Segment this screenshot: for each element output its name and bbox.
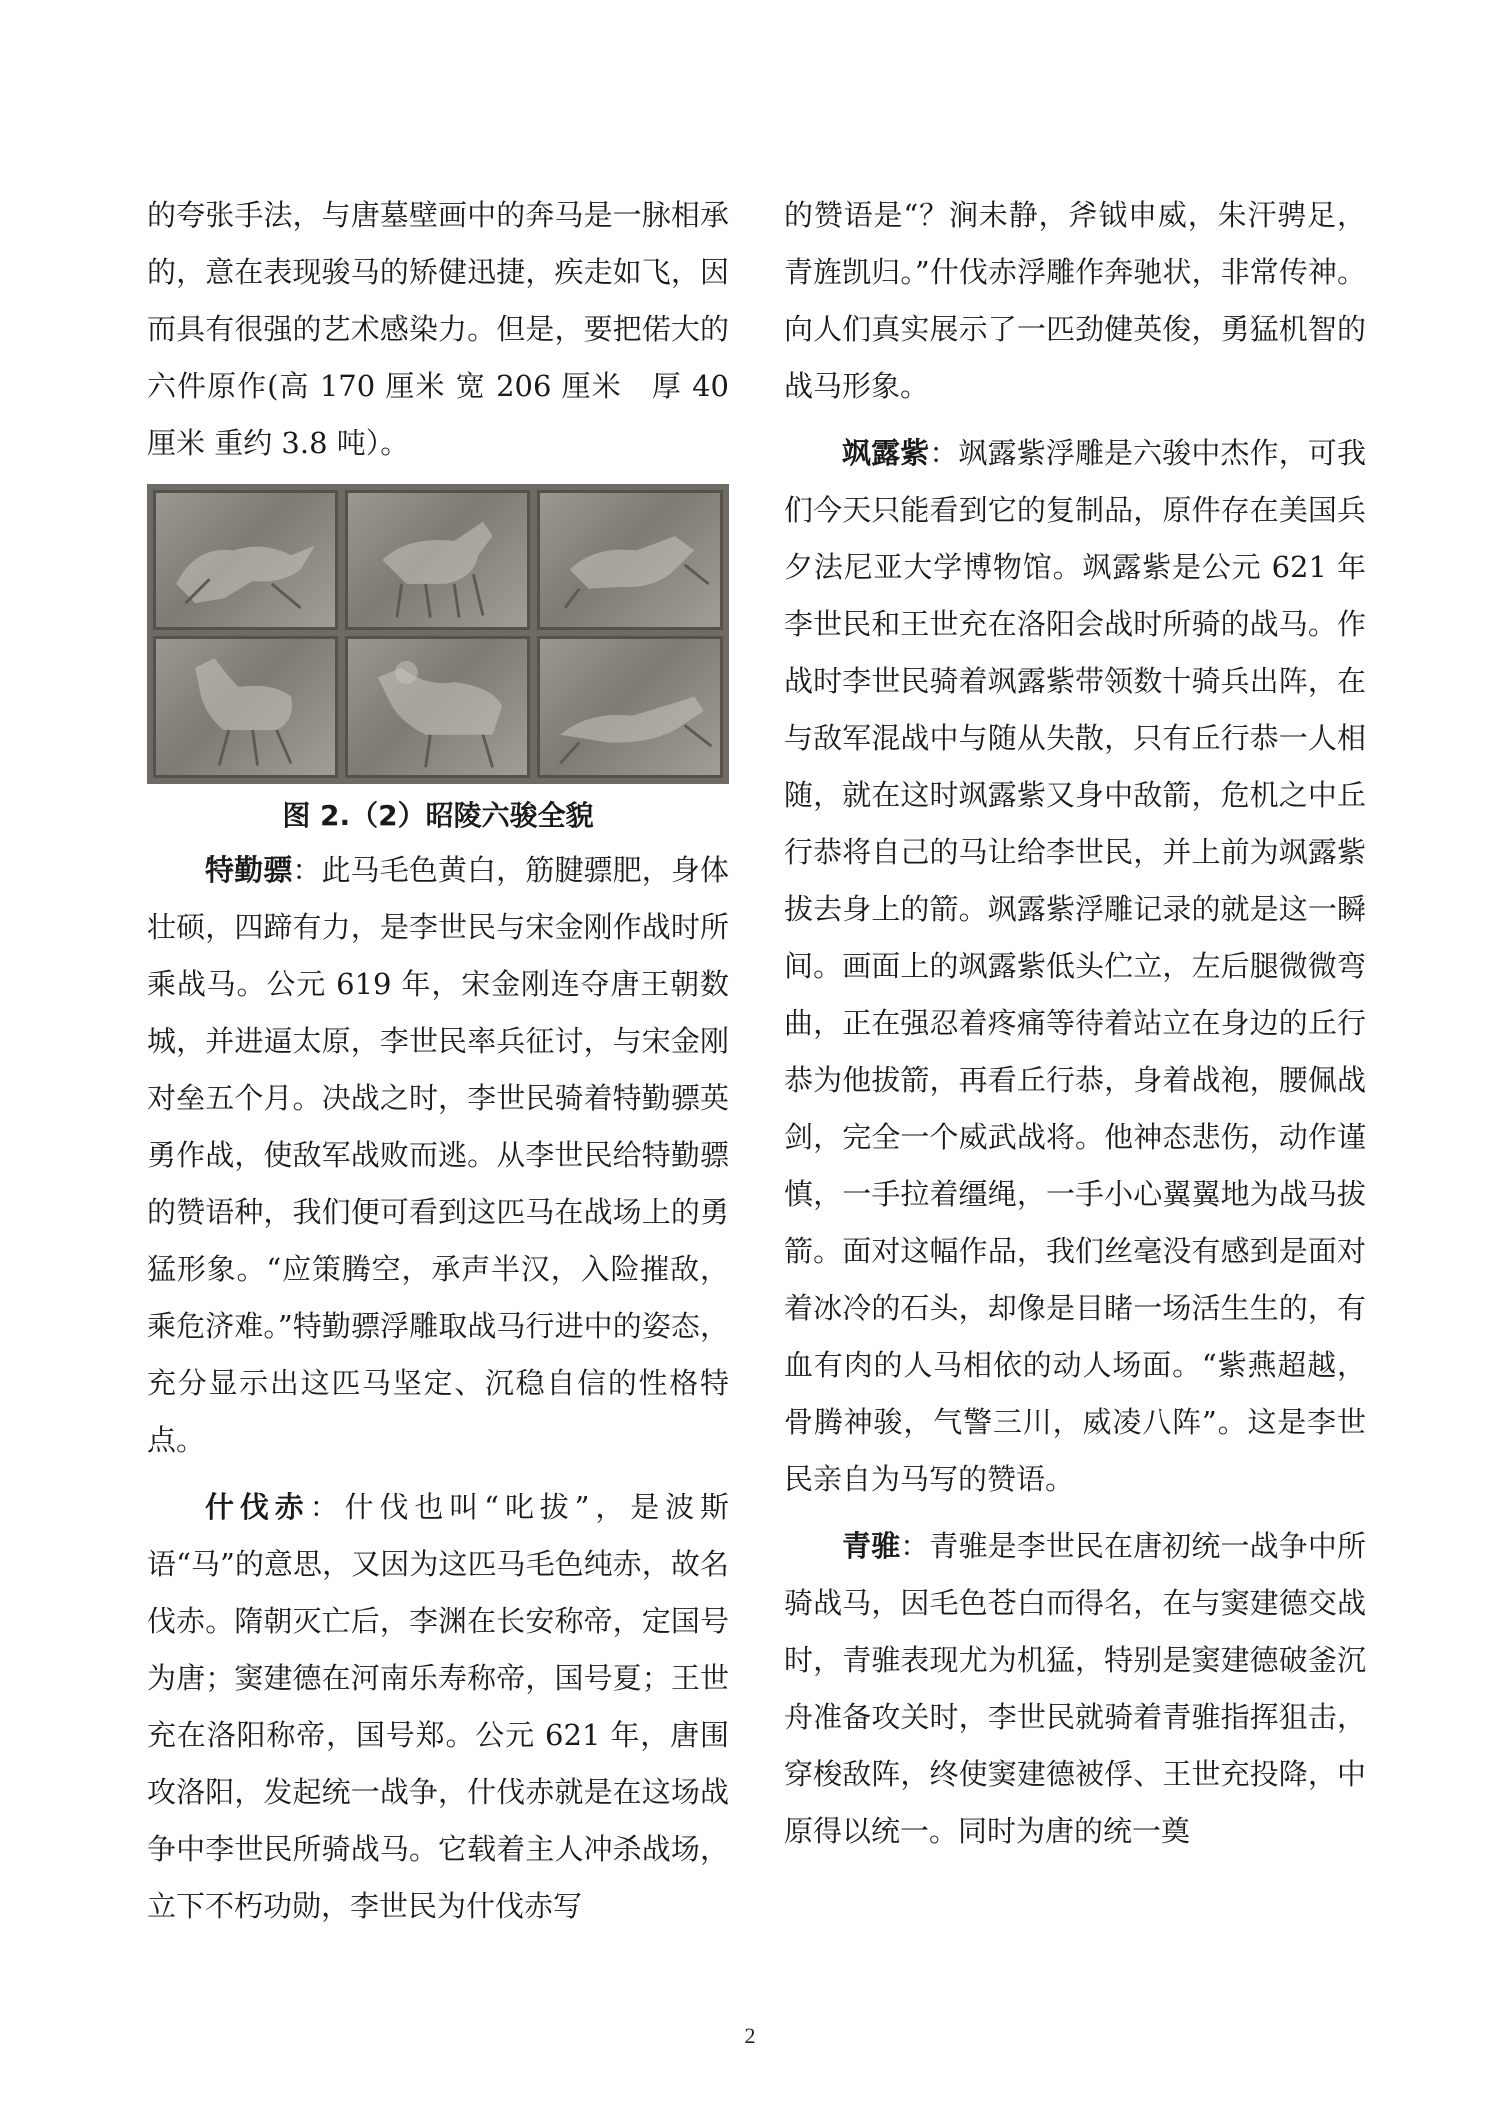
text-sfz: ：飒露紫浮雕是六骏中杰作，可我们今天只能看到它的复制品，原件存在美国兵夕法尼亚大学博物馆。飒露紫是公元 621 年李世民和王世充在洛阳会战时所骑的战马。作战时李世民骑着飒露紫带领数十骑兵出阵，在与敌军混战中与随从失散，只有丘行恭一人相随，就在这时飒露紫又身中敌箭，危机之中丘行恭将自己的马让给李世民，并上前为飒露紫拔去身上的箭。飒露紫浮雕记录的就是这一瞬间。画面上的飒露紫低头伫立，左后腿微微弯曲，正在强忍着疼痛等待着站立在身边的丘行恭为他拔箭，再看丘行恭，身着战袍，腰佩战剑，完全一个威武战将。他神态悲伤，动作谨慎，一手拉着缰绳，一手小心翼翼地为战马拔箭。面对这幅作品，我们丝毫没有感到是面对着冰冷的石头，却像是目睹一场活生生的，有血有肉的人马相依的动人场面。“紫燕超越，骨腾神骏，气警三川，威凌八阵”。这是李世民亲自为马写的赞语。 (784, 436, 1366, 1496)
relief-panel-3 (537, 490, 723, 630)
relief-panel-6 (537, 636, 723, 778)
right-column (784, 187, 1366, 1860)
term-sfz: 飒露紫 (842, 436, 930, 470)
term-sfc: 什伐赤 (205, 1490, 310, 1524)
relief-panel-2 (345, 490, 530, 630)
text-qz: ：青骓是李世民在唐初统一战争中所骑战马，因毛色苍白而得名，在与窦建德交战时，青骓表现尤为机猛，特别是窦建德破釜沉舟准备攻关时，李世民就骑着青骓指挥狙击，穿梭敌阵，终使窦建德被俘、王世充投降，中原得以统一。同时为唐的统一奠 (784, 1529, 1366, 1848)
relief-panel-1 (153, 490, 338, 630)
paragraph-continuation: 的夸张手法，与唐墓壁画中的奔马是一脉相承的，意在表现骏马的矫健迅捷，疾走如飞，因而具有很强的艺术感染力。但是，要把偌大的六件原作(高 170 厘米 宽 206 厘米 厚 40 厘米 重约 3.8 吨）。 (147, 198, 729, 460)
paragraph-sfc (147, 1479, 729, 1935)
paragraph-tqb (147, 842, 729, 1469)
text-sfc: ：什伐也叫“叱拔”，是波斯语“马”的意思，又因为这匹马毛色纯赤，故名伐赤。隋朝灭亡后，李渊在长安称帝，定国号为唐；窦建德在河南乐寿称帝，国号夏；王世充在洛阳称帝，国号郑。公元 621 年，唐围攻洛阳，发起统一战争，什伐赤就是在这场战争中李世民所骑战马。它载着主人冲杀战场，立下不朽功勋，李世民为什伐赤写 (147, 1490, 729, 1923)
six-steeds-figure (147, 484, 729, 784)
relief-panel-4 (153, 636, 338, 778)
relief-panel-5 (345, 636, 530, 778)
paragraph-qz (784, 1518, 1366, 1860)
left-column (147, 187, 729, 1935)
text-tqb: ：此马毛色黄白，筋腱骠肥，身体壮硕，四蹄有力，是李世民与宋金刚作战时所乘战马。公元 619 年，宋金刚连夺唐王朝数城，并进逼太原，李世民率兵征讨，与宋金刚对垒五个月。决战之时，李世民骑着特勤骠英勇作战，使敌军战败而逃。从李世民给特勤骠的赞语种，我们便可看到这匹马在战场上的勇猛形象。“应策腾空，承声半汉，入险摧敌，乘危济难。”特勤骠浮雕取战马行进中的姿态，充分显示出这匹马坚定、沉稳自信的性格特点。 (147, 853, 729, 1457)
figure-caption: 图 2.（2）昭陵六骏全貌 (282, 799, 594, 832)
page-number: 2 (744, 2023, 756, 2048)
term-tqb: 特勤骠 (205, 853, 293, 887)
paragraph-continuation-right: 的赞语是“？涧未静，斧钺申威，朱汗骋足，青旌凯归。”什伐赤浮雕作奔驰状，非常传神。向人们真实展示了一匹劲健英俊，勇猛机智的战马形象。 (784, 198, 1366, 403)
term-qz: 青骓 (842, 1529, 901, 1563)
paragraph-sfz (784, 425, 1366, 1508)
